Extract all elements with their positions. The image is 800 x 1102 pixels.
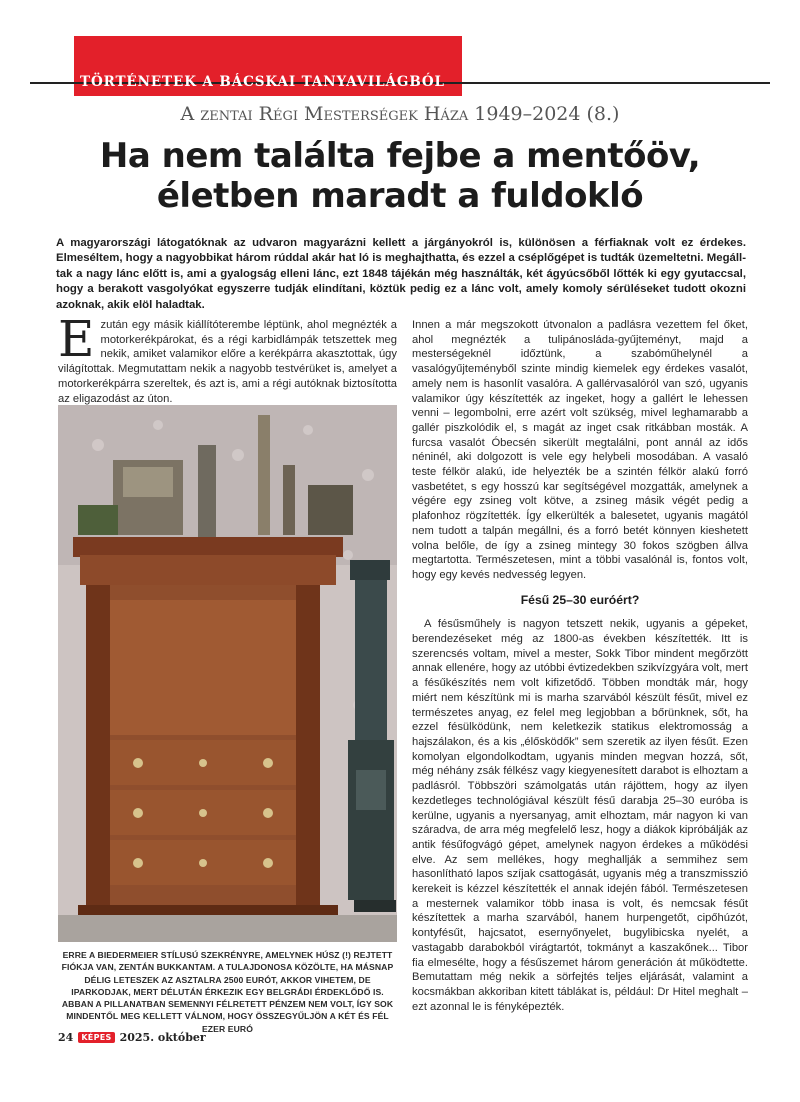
right-column bbox=[412, 318, 748, 1014]
page-number: 24 bbox=[58, 1031, 74, 1044]
photo-caption: ERRE A BIEDERMEIER STÍLUSÚ SZEKRÉNYRE, AMELYNEK HÚSZ (!) REJTETT FIÓKJA VAN, ZENTÁN BUKKANTAM. A TULAJDONOSA KÖZÖLTE, HA MÁSNAP DÉLIG LETESZEK AZ ASZTALRA 2500 EURÓT, AKKOR VIHETEM, DE IPARKODJAK, MERT DÉLUTÁN ÉRKEZIK EGY BELGRÁDI ÉRDEKLŐDŐ IS. ABBAN A PILLANATBAN SEMENNYI FÉLRETETT PÉNZEM NEM VOLT, ÍGY SOK MINDENTŐL MEG KELLETT VÁLNOM, HOGY ÖSSZEGYŰLJÖN A KÉT ÉS FÉL EZER EURÓ bbox=[61, 950, 394, 1034]
magazine-logo: KÉPES bbox=[78, 1032, 114, 1043]
right-paragraph-2: A fésűsműhely is nagyon tetszett nekik, ugyanis a gépeket, berendezéseket még az 1800-as években készítették. Itt is szerencsés voltam, mivel a mester, Sokk Tibor mindent megőrzött annak ellenére, hogy az utóbbi évtizedekben szikvízgyára volt, mert a fésűkészítés nem volt kifizetődő. Többen mondták már, hogy miért nem készítünk mi is marha szarvából készült fésűt, mivel ez természetes anyag, ez felel meg legjobban a bőrünknek, sőt, ha ezzel fésülködünk, nem keletkezik statikus elektromosság a hajszálakon, és a kis „élősködők” sem szeretik az ilyen fésűt. Ezen komolyan elgondolkodtam, ugyanis minden megvan hozzá, sőt, még néhány zsák félkész vagy kiegyenesített darabot is elhoztam a padlásról. Többszöri számolgatás után rájöttem, hogy az ilyen kezdetleges technológiával készült fésű darabja 25–30 euróba is kerülne, ugyanis a nyersanyag, amit elhoztam, már nagyon ki van száradva, de arra még megfelelő lesz, hogy a diákok kipróbálják az antik fésűfogvágó gépet, amelynek nagyon érdekes a működési elve. Az sem mellékes, hogy meghallják a semmihez sem hasonlítható lapos szíjak csattogását, ugyanis még a transzmisszió kerekeit is kézzel készítették el annak idején fából. Természetesen a mesternek valamikor több inasa is volt, és nemcsak fésűt készítettek a marha szarvából, hanem hurpengetőt, cipőhúzót, kontyfésűt, hajcsatot, esernyőnyelet, bugylibicska nyelét, a vastagabb darabokból virágtartót, tokmányt a kaszakőnek... Tibor fia elmesélte, hogy a fésűszemet három generáción át működtette. Bemutattam még nekik a sörfejtés teljes eljárását, valamint a kocsmákban akkoriban kitett táblákat is, például: Dr Hitel meghalt – ezt azonnal le is fényképezték. bbox=[412, 618, 748, 1013]
headline-line-1: Ha nem találta fejbe a mentőöv, bbox=[99, 136, 701, 176]
left-column-paragraph: zután egy másik kiállítóterembe léptünk, ahol megnézték a motorkerékpárokat, és a régi karbidlámpák tetszettek meg nekik, amiket valamikor előre a kerékpárra akasztottak, úgy világítottak. Megmutattam nekik a nagyobb testvérüket is, amelyet a motorkerékpárra szereltek, és azt is, ami a régi autóknak biztosította az eligazodást az úton. bbox=[58, 319, 397, 405]
drop-cap: E bbox=[58, 310, 95, 368]
page-footer bbox=[58, 1031, 206, 1044]
cabinet-photo-illustration bbox=[58, 405, 397, 942]
headline-line-2: életben maradt a fuldokló bbox=[156, 176, 644, 216]
lead-paragraph: A magyarországi látogatóknak az udvaron magyarázni kellett a járgányokról is, különösen a férfiaknak volt ez érdekes. Elmeséltem, hogy a nagyobbikat három rúddal akár hat ló is meghajthatta, és ezzel a cséplőgépet is tudták üzemeltetni. Megálltak a nagy lánc előtt is, ami a gyalogság elleni lánc, ezt 1848 tájékán még használták, két ágyúcsőből lőtték ki egy gyutaccsal, hogy a berakott vasgolyókat egyszerre tudják elindítani, köztük pedig ez a lánc volt, amely komoly sérüléseket tudott okozni azoknak, akik elöl haladtak. bbox=[56, 237, 746, 311]
issue-date: 2025. október bbox=[119, 1031, 206, 1044]
section-label: TÖRTÉNETEK A BÁCSKAI TANYAVILÁGBÓL bbox=[80, 74, 445, 90]
kicker: A zentai Régi Mesterségek Háza 1949–2024 (8.) bbox=[180, 103, 620, 125]
headline bbox=[60, 136, 740, 216]
subheading: Fésű 25–30 euróért? bbox=[520, 592, 640, 607]
cabinet-photo bbox=[58, 405, 397, 942]
left-column-text bbox=[58, 310, 397, 406]
right-paragraph-1: Innen a már megszokott útvonalon a padlásra vezettem fel őket, ahol megnézték a tulipánosláda-gyűjteményt, majd a mesterségeknél időztünk, a szabóműhelynél a vasalógyűjteményből szinte mindig kiemelek egy érdekes vasalót, amely nem is hasonlít vasalóra. A gallérvasalóról van szó, ugyanis valamikor úgy készítették az ingeket, hogy a gallért le lehessen venni – legombolni, erre azért volt szükség, mivel leghamarabb a gallér piszkolódik el, s magát az inget csak ritkábban mosták. A furcsa vasalót Óbecsén sikerült megtalálni, pont annál az idős néninél, aki dolgozott is vele egy helybeli mosodában. A vasaló teste félkör alakú, ide helyezték be a szintén félkör alakú forró vasbetétet, s egy hosszú kar segítségével mozgatták, amelynek a végére egy zsineg volt kötve, a zsineg másik végét pedig a plafonhoz rögzítették. Így elkerülték a balesetet, ugyanis magától nem tudott a talpán megállni, és a forró betét könnyen kieshetett volna belőle, de így a zsineg mintegy 30 fokos szögben állva megtartotta. Természetesen, mint a többi vasalónál is, fontos volt, hogy egy kevés nedvesség legyen. bbox=[412, 319, 748, 581]
